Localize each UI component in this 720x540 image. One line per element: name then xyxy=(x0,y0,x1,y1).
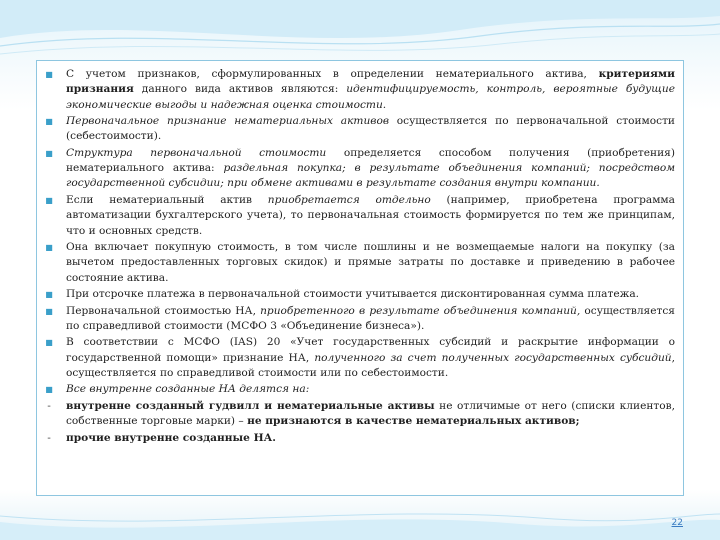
dash-bullet-icon: - xyxy=(47,432,51,444)
text-run: полученного за счет полученных государственных субсидий xyxy=(314,351,672,364)
text-run: осуществляется по первоначальной стоимости (себестоимости). xyxy=(66,115,675,143)
text-run: В соответствии с МСФО (IAS) 20 «Учет государственных субсидий и раскрытие информации о государственной помощи» признание НА, xyxy=(66,336,675,364)
square-bullet-icon: ■ xyxy=(45,70,53,79)
square-bullet-icon: ■ xyxy=(45,290,53,300)
text-run: С учетом признаков, сформулированных в определении нематериального актива, xyxy=(66,68,599,80)
square-bullet-icon: ■ xyxy=(45,243,53,253)
list-item xyxy=(37,240,685,286)
square-bullet-icon: ■ xyxy=(45,306,53,316)
text-run: раздельная покупка; в результате объединения компаний; посредством государственной субсидии; при обмене активами в результате создания внутри компании. xyxy=(66,162,676,190)
list-item xyxy=(37,146,685,192)
list-item xyxy=(37,304,685,335)
text-run: не отличимые от него (списки клиентов, собственные торговые марки) – xyxy=(66,399,675,428)
square-bullet-icon: ■ xyxy=(45,148,53,158)
list-item xyxy=(37,287,685,302)
text-run: прочие внутренне созданные НА. xyxy=(66,431,276,444)
square-bullet-icon: ■ xyxy=(45,117,53,127)
text-run: (например, приобретена программа автоматизации бухгалтерского учета), то первоначальная стоимость формируется по тем же принципам, что и основных средств. xyxy=(66,193,675,237)
square-bullet-icon: ■ xyxy=(45,385,53,395)
text-run: идентифицируемость, контроль, вероятные будущие экономические выгоды и надежная оценка стоимости. xyxy=(66,83,675,111)
text-run: Если нематериальный актив xyxy=(66,193,268,206)
slide-content-box xyxy=(36,60,684,496)
text-run: Первоначальной стоимостью НА, xyxy=(66,304,261,317)
text-run: Структура первоначальной стоимости xyxy=(66,146,327,159)
text-run: приобретенного в результате объединения компаний, xyxy=(260,304,581,317)
text-run: Первоначальное признание нематериальных активов xyxy=(66,115,389,128)
text-run: Она включает покупную стоимость, в том числе пошлины и не возмещаемые налоги на покупку (за вычетом предоставленных торговых скидок) и прямые затраты по доставке и приведению в рабочее состояние актива. xyxy=(66,241,675,284)
text-run: данного вида активов являются: xyxy=(133,83,347,96)
text-run: определяется способом получения (приобретения) нематериального актива: xyxy=(66,146,675,175)
text-run: При отсрочке платежа в первоначальной стоимости учитывается дисконтированная сумма платежа. xyxy=(66,288,640,301)
text-run: , осуществляется по справедливой стоимости или по себестоимости. xyxy=(66,351,675,379)
list-item xyxy=(37,114,685,145)
text-run: Все внутренне созданные НА делятся на: xyxy=(66,383,310,396)
text-run: приобретается отдельно xyxy=(267,193,431,206)
list-item xyxy=(37,67,685,113)
list-item xyxy=(37,399,685,430)
bullet-list xyxy=(37,67,685,447)
list-item xyxy=(37,193,685,239)
page-number: 22 xyxy=(671,518,683,528)
decorative-wave-bottom xyxy=(0,500,720,540)
text-run: не признаются в качестве нематериальных активов; xyxy=(247,415,580,428)
list-item xyxy=(37,431,685,446)
text-run: внутренне созданный гудвилл и нематериальные активы xyxy=(66,399,435,412)
square-bullet-icon: ■ xyxy=(45,338,53,348)
square-bullet-icon: ■ xyxy=(45,195,53,205)
dash-bullet-icon: - xyxy=(47,400,51,412)
text-run: критериями признания xyxy=(66,68,675,96)
list-item xyxy=(37,382,685,397)
text-run: осуществляется по справедливой стоимости (МСФО 3 «Объединение бизнеса»). xyxy=(66,304,675,332)
list-item xyxy=(37,335,685,381)
